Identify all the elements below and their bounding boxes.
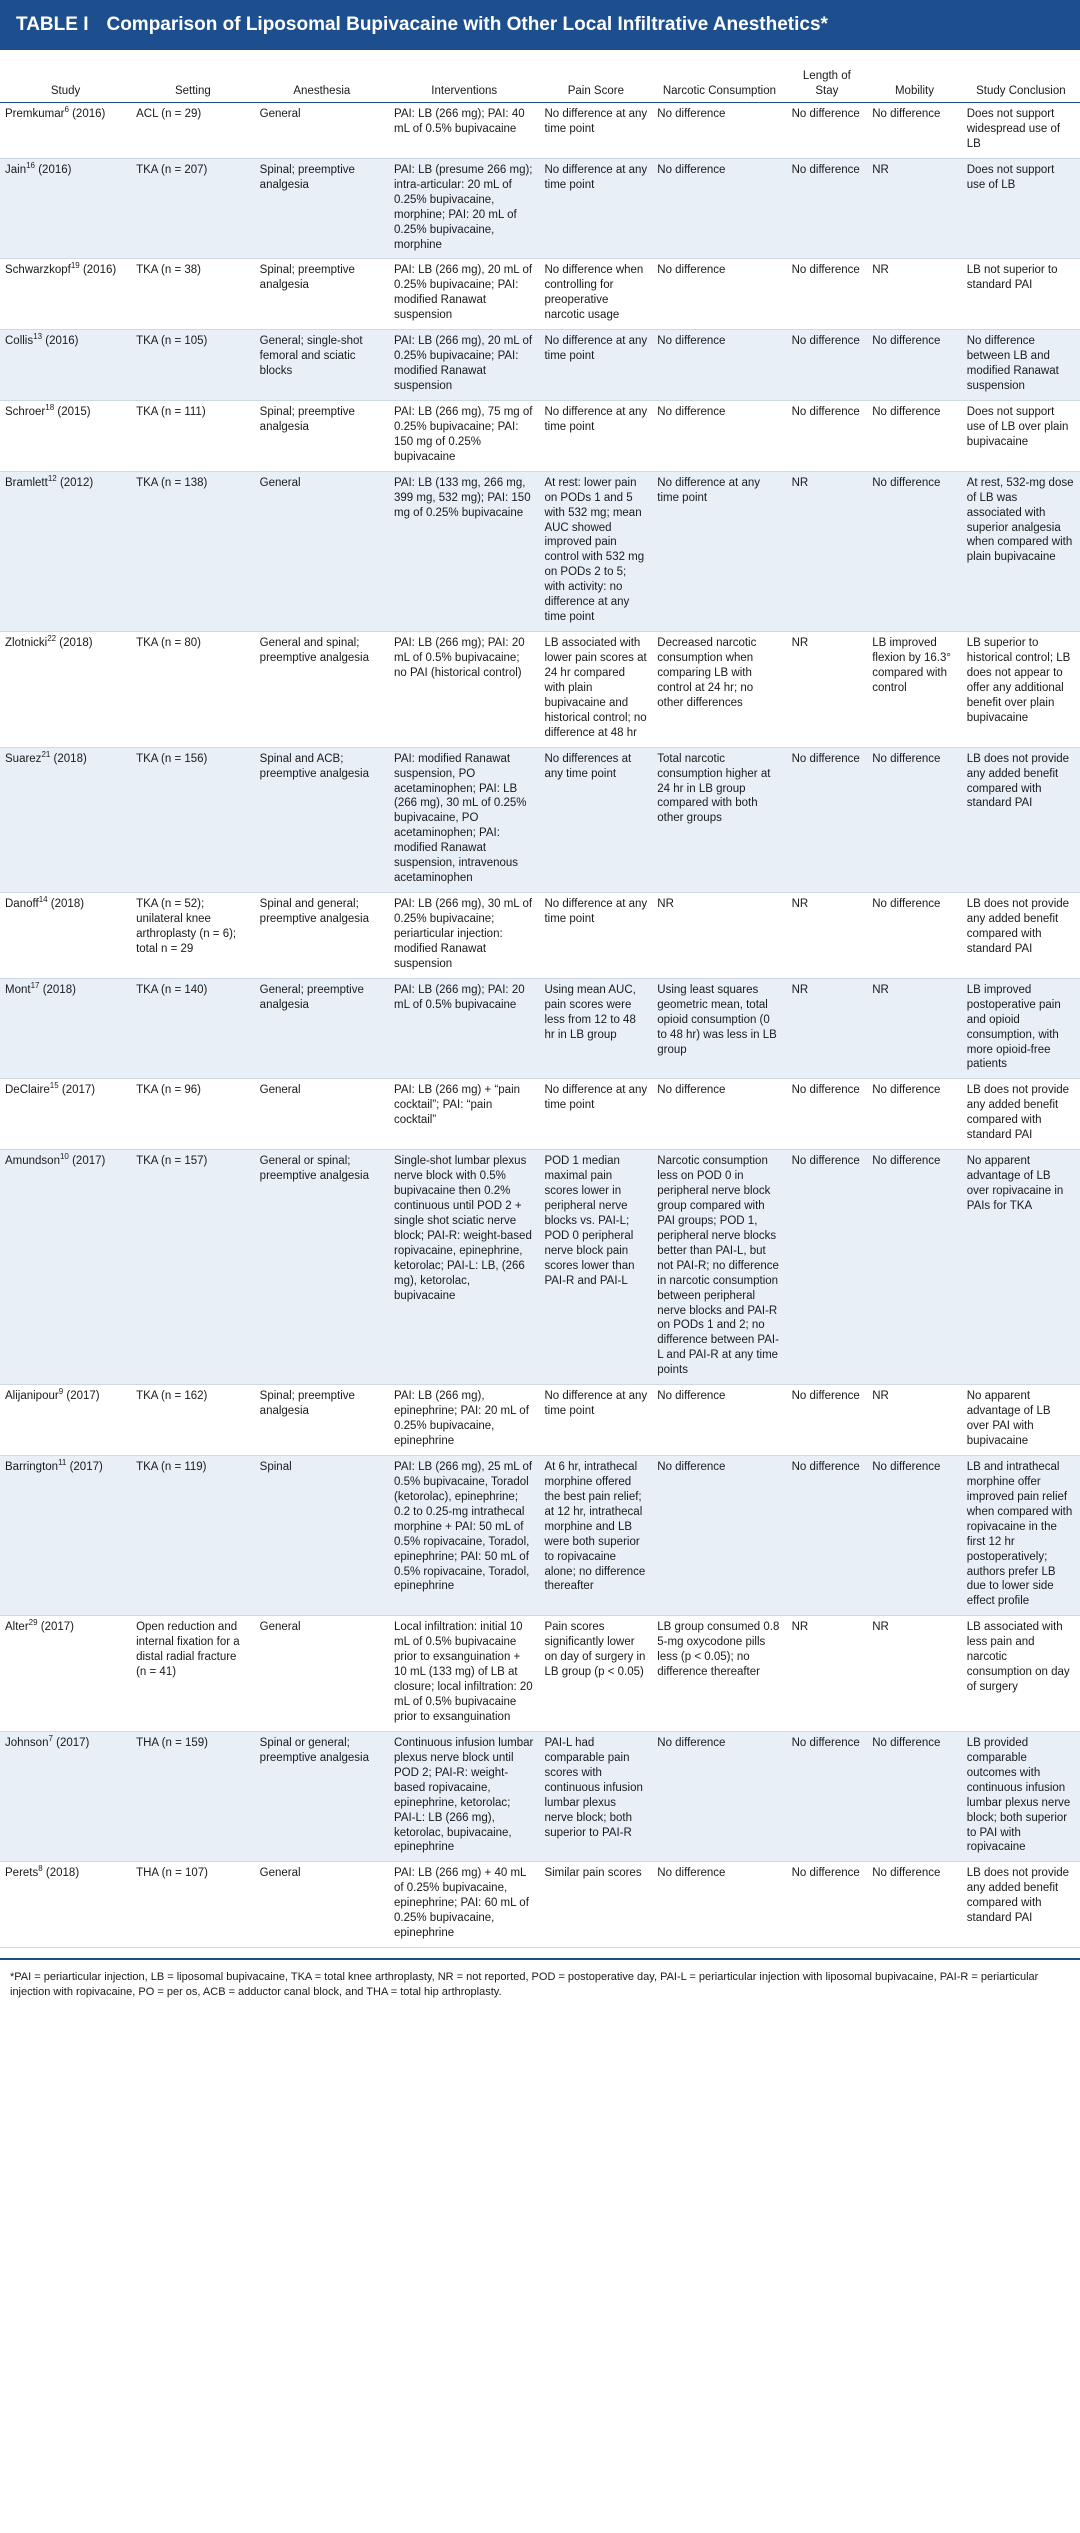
reference-number: 22 bbox=[47, 634, 57, 644]
pain-score-cell: No difference at any time point bbox=[539, 158, 652, 259]
table-row bbox=[0, 330, 1080, 401]
study-cell bbox=[0, 1455, 131, 1615]
narcotic-cell: Using least squares geometric mean, total opioid consumption (0 to 48 hr) was less in LB group bbox=[652, 978, 786, 1079]
interventions-cell: PAI: LB (266 mg); PAI: 20 mL of 0.5% bupivacaine; no PAI (historical control) bbox=[389, 632, 539, 748]
narcotic-cell: No difference bbox=[652, 1079, 786, 1150]
mobility-cell: No difference bbox=[867, 1731, 962, 1862]
reference-number: 7 bbox=[48, 1734, 53, 1744]
study-cell bbox=[0, 1150, 131, 1385]
study-year: (2017) bbox=[66, 1390, 100, 1403]
study-year: (2017) bbox=[69, 1460, 103, 1473]
column-header: Narcotic Consumption bbox=[652, 50, 786, 103]
study-cell bbox=[0, 471, 131, 631]
reference-number: 6 bbox=[64, 105, 69, 115]
anesthesia-cell: Spinal and ACB; preemptive analgesia bbox=[255, 747, 389, 892]
length-of-stay-cell: NR bbox=[787, 893, 868, 979]
table-row bbox=[0, 158, 1080, 259]
table-row bbox=[0, 1150, 1080, 1385]
interventions-cell: Single-shot lumbar plexus nerve block with 0.5% bupivacaine then 0.2% continuous until POD 2 + single shot sciatic nerve block; PAI-R: weight-based ropivacaine, epinephrine, ketorolac; PAI-L: LB, (266 mg), ketorolac, bupivacaine bbox=[389, 1150, 539, 1385]
study-author: Schwarzkopf bbox=[5, 264, 71, 277]
column-header: Anesthesia bbox=[255, 50, 389, 103]
anesthesia-cell: Spinal and general; preemptive analgesia bbox=[255, 893, 389, 979]
length-of-stay-cell: No difference bbox=[787, 1385, 868, 1456]
table-row bbox=[0, 1862, 1080, 1948]
setting-cell: TKA (n = 80) bbox=[131, 632, 255, 748]
comparison-table bbox=[0, 50, 1080, 1948]
conclusion-cell: Does not support use of LB bbox=[962, 158, 1080, 259]
reference-number: 9 bbox=[58, 1387, 64, 1397]
mobility-cell: No difference bbox=[867, 1079, 962, 1150]
table-row bbox=[0, 471, 1080, 631]
pain-score-cell: No difference at any time point bbox=[539, 400, 652, 471]
anesthesia-cell: General bbox=[255, 1079, 389, 1150]
reference-number: 10 bbox=[59, 1152, 69, 1162]
mobility-cell: No difference bbox=[867, 400, 962, 471]
narcotic-cell: No difference at any time point bbox=[652, 471, 786, 631]
table-title: Comparison of Liposomal Bupivacaine with Other Local Infiltrative Anesthetics* bbox=[106, 14, 828, 35]
study-author: Jain bbox=[5, 163, 27, 176]
mobility-cell: NR bbox=[867, 978, 962, 1079]
pain-score-cell: At 6 hr, intrathecal morphine offered the best pain relief; at 12 hr, intrathecal morphine and LB were both superior to ropivacaine alone; no difference thereafter bbox=[539, 1455, 652, 1615]
length-of-stay-cell: No difference bbox=[787, 1150, 868, 1385]
column-header: Mobility bbox=[867, 50, 962, 103]
reference-number: 11 bbox=[58, 1458, 67, 1468]
column-header: Pain Score bbox=[539, 50, 652, 103]
interventions-cell: Local infiltration: initial 10 mL of 0.5% bupivacaine prior to exsanguination + 10 mL (133 mg) of LB at closure; local infiltration: 20 mL of 0.5% bupivacaine prior to exsanguination bbox=[389, 1616, 539, 1732]
conclusion-cell: LB superior to historical control; LB does not appear to offer any additional benefit over plain bupivacaine bbox=[962, 632, 1080, 748]
study-cell bbox=[0, 330, 131, 401]
study-author: Johnson bbox=[5, 1736, 49, 1749]
length-of-stay-cell: No difference bbox=[787, 1731, 868, 1862]
study-cell bbox=[0, 1731, 131, 1862]
study-author: Perets bbox=[5, 1867, 39, 1880]
mobility-cell: No difference bbox=[867, 1455, 962, 1615]
reference-number: 18 bbox=[45, 403, 55, 413]
table-row bbox=[0, 1731, 1080, 1862]
length-of-stay-cell: NR bbox=[787, 471, 868, 631]
anesthesia-cell: General; preemptive analgesia bbox=[255, 978, 389, 1079]
setting-cell: THA (n = 159) bbox=[131, 1731, 255, 1862]
interventions-cell: PAI: LB (133 mg, 266 mg, 399 mg, 532 mg); PAI: 150 mg of 0.25% bupivacaine bbox=[389, 471, 539, 631]
study-author: Barrington bbox=[5, 1460, 59, 1473]
conclusion-cell: No apparent advantage of LB over ropivacaine in PAIs for TKA bbox=[962, 1150, 1080, 1385]
anesthesia-cell: General bbox=[255, 1862, 389, 1948]
length-of-stay-cell: No difference bbox=[787, 330, 868, 401]
setting-cell: TKA (n = 162) bbox=[131, 1385, 255, 1456]
conclusion-cell: At rest, 532-mg dose of LB was associated with superior analgesia when compared with plain bupivacaine bbox=[962, 471, 1080, 631]
setting-cell: TKA (n = 140) bbox=[131, 978, 255, 1079]
anesthesia-cell: Spinal bbox=[255, 1455, 389, 1615]
table-row bbox=[0, 893, 1080, 979]
study-cell bbox=[0, 400, 131, 471]
conclusion-cell: No difference between LB and modified Ranawat suspension bbox=[962, 330, 1080, 401]
reference-number: 8 bbox=[38, 1864, 43, 1874]
interventions-cell: PAI: LB (266 mg), 20 mL of 0.25% bupivacaine; PAI: modified Ranawat suspension bbox=[389, 259, 539, 330]
interventions-cell: Continuous infusion lumbar plexus nerve block until POD 2; PAI-R: weight-based ropivacaine, epinephrine, ketorolac; PAI-L: LB (266 mg), ketorolac, bupivacaine, epinephrine bbox=[389, 1731, 539, 1862]
conclusion-cell: No apparent advantage of LB over PAI with bupivacaine bbox=[962, 1385, 1080, 1456]
mobility-cell: LB improved flexion by 16.3° compared with control bbox=[867, 632, 962, 748]
reference-number: 15 bbox=[49, 1081, 59, 1091]
conclusion-cell: LB provided comparable outcomes with continuous infusion lumbar plexus nerve block; both superior to PAI with ropivacaine bbox=[962, 1731, 1080, 1862]
anesthesia-cell: Spinal; preemptive analgesia bbox=[255, 1385, 389, 1456]
study-author: Schroer bbox=[5, 405, 46, 418]
length-of-stay-cell: No difference bbox=[787, 158, 868, 259]
setting-cell: TKA (n = 96) bbox=[131, 1079, 255, 1150]
study-author: Danoff bbox=[5, 898, 39, 911]
table-row bbox=[0, 259, 1080, 330]
study-year: (2017) bbox=[56, 1736, 90, 1749]
pain-score-cell: Similar pain scores bbox=[539, 1862, 652, 1948]
narcotic-cell: No difference bbox=[652, 158, 786, 259]
study-cell bbox=[0, 1862, 131, 1948]
length-of-stay-cell: No difference bbox=[787, 103, 868, 159]
reference-number: 14 bbox=[38, 895, 48, 905]
table-label: TABLE I bbox=[16, 14, 89, 35]
table-row bbox=[0, 1455, 1080, 1615]
pain-score-cell: No difference at any time point bbox=[539, 1385, 652, 1456]
length-of-stay-cell: No difference bbox=[787, 1455, 868, 1615]
length-of-stay-cell: No difference bbox=[787, 1079, 868, 1150]
narcotic-cell: No difference bbox=[652, 259, 786, 330]
setting-cell: TKA (n = 207) bbox=[131, 158, 255, 259]
conclusion-cell: LB improved postoperative pain and opioid consumption, with more opioid-free patients bbox=[962, 978, 1080, 1079]
study-cell bbox=[0, 1385, 131, 1456]
pain-score-cell: No difference at any time point bbox=[539, 1079, 652, 1150]
study-author: Premkumar bbox=[5, 108, 65, 120]
column-header: Interventions bbox=[389, 50, 539, 103]
narcotic-cell: NR bbox=[652, 893, 786, 979]
length-of-stay-cell: No difference bbox=[787, 1862, 868, 1948]
interventions-cell: PAI: LB (266 mg), 30 mL of 0.25% bupivacaine; periarticular injection: modified Ranawat suspension bbox=[389, 893, 539, 979]
pain-score-cell: Using mean AUC, pain scores were less from 12 to 48 hr in LB group bbox=[539, 978, 652, 1079]
interventions-cell: PAI: LB (presume 266 mg); intra-articular: 20 mL of 0.25% bupivacaine, morphine; PAI: 20 mL of 0.25% bupivacaine, morphine bbox=[389, 158, 539, 259]
pain-score-cell: PAI-L had comparable pain scores with continuous infusion lumbar plexus nerve block; both superior to PAI-R bbox=[539, 1731, 652, 1862]
reference-number: 29 bbox=[28, 1618, 38, 1628]
setting-cell: TKA (n = 38) bbox=[131, 259, 255, 330]
study-cell bbox=[0, 103, 131, 159]
narcotic-cell: No difference bbox=[652, 1455, 786, 1615]
study-cell bbox=[0, 632, 131, 748]
length-of-stay-cell: No difference bbox=[787, 400, 868, 471]
mobility-cell: NR bbox=[867, 1616, 962, 1732]
mobility-cell: NR bbox=[867, 259, 962, 330]
table-row bbox=[0, 747, 1080, 892]
pain-score-cell: No differences at any time point bbox=[539, 747, 652, 892]
study-cell bbox=[0, 893, 131, 979]
study-author: Collis bbox=[5, 335, 34, 348]
pain-score-cell: No difference at any time point bbox=[539, 103, 652, 159]
interventions-cell: PAI: LB (266 mg); PAI: 40 mL of 0.5% bupivacaine bbox=[389, 103, 539, 159]
anesthesia-cell: General and spinal; preemptive analgesia bbox=[255, 632, 389, 748]
setting-cell: ACL (n = 29) bbox=[131, 103, 255, 159]
pain-score-cell: No difference when controlling for preoperative narcotic usage bbox=[539, 259, 652, 330]
narcotic-cell: No difference bbox=[652, 1731, 786, 1862]
interventions-cell: PAI: LB (266 mg), 75 mg of 0.25% bupivacaine; PAI: 150 mg of 0.25% bupivacaine bbox=[389, 400, 539, 471]
reference-number: 16 bbox=[26, 160, 36, 170]
interventions-cell: PAI: LB (266 mg) + 40 mL of 0.25% bupivacaine, epinephrine; PAI: 60 mL of 0.25% bupivacaine, epinephrine bbox=[389, 1862, 539, 1948]
anesthesia-cell: Spinal; preemptive analgesia bbox=[255, 259, 389, 330]
narcotic-cell: No difference bbox=[652, 1862, 786, 1948]
study-year: (2017) bbox=[72, 1155, 106, 1168]
interventions-cell: PAI: LB (266 mg); PAI: 20 mL of 0.5% bupivacaine bbox=[389, 978, 539, 1079]
reference-number: 19 bbox=[70, 261, 80, 271]
study-author: Bramlett bbox=[5, 476, 48, 489]
study-cell bbox=[0, 747, 131, 892]
study-author: Mont bbox=[5, 983, 31, 996]
study-year: (2012) bbox=[59, 476, 94, 489]
reference-number: 21 bbox=[41, 749, 51, 759]
study-year: (2017) bbox=[61, 1084, 96, 1097]
anesthesia-cell: Spinal; preemptive analgesia bbox=[255, 400, 389, 471]
mobility-cell: No difference bbox=[867, 330, 962, 401]
study-year: (2016) bbox=[72, 108, 106, 120]
setting-cell: TKA (n = 156) bbox=[131, 747, 255, 892]
pain-score-cell: Pain scores significantly lower on day of surgery in LB group (p < 0.05) bbox=[539, 1616, 652, 1732]
pain-score-cell: No difference at any time point bbox=[539, 893, 652, 979]
mobility-cell: No difference bbox=[867, 893, 962, 979]
column-header: Length of Stay bbox=[787, 50, 868, 103]
anesthesia-cell: Spinal or general; preemptive analgesia bbox=[255, 1731, 389, 1862]
column-header: Study Conclusion bbox=[962, 50, 1080, 103]
setting-cell: TKA (n = 111) bbox=[131, 400, 255, 471]
study-year: (2016) bbox=[82, 264, 117, 277]
table-row bbox=[0, 632, 1080, 748]
setting-cell: TKA (n = 105) bbox=[131, 330, 255, 401]
setting-cell: TKA (n = 119) bbox=[131, 1455, 255, 1615]
table-row bbox=[0, 400, 1080, 471]
pain-score-cell: POD 1 median maximal pain scores lower in peripheral nerve blocks vs. PAI-L; POD 0 peripheral nerve block pain scores lower than PAI-R and PAI-L bbox=[539, 1150, 652, 1385]
anesthesia-cell: General or spinal; preemptive analgesia bbox=[255, 1150, 389, 1385]
conclusion-cell: Does not support use of LB over plain bupivacaine bbox=[962, 400, 1080, 471]
table-row bbox=[0, 1385, 1080, 1456]
interventions-cell: PAI: LB (266 mg), epinephrine; PAI: 20 mL of 0.25% bupivacaine, epinephrine bbox=[389, 1385, 539, 1456]
conclusion-cell: LB not superior to standard PAI bbox=[962, 259, 1080, 330]
pain-score-cell: LB associated with lower pain scores at 24 hr compared with plain bupivacaine and historical control; no difference at 48 hr bbox=[539, 632, 652, 748]
length-of-stay-cell: NR bbox=[787, 978, 868, 1079]
pain-score-cell: No difference at any time point bbox=[539, 330, 652, 401]
table-row bbox=[0, 1616, 1080, 1732]
narcotic-cell: No difference bbox=[652, 103, 786, 159]
anesthesia-cell: Spinal; preemptive analgesia bbox=[255, 158, 389, 259]
narcotic-cell: No difference bbox=[652, 330, 786, 401]
conclusion-cell: LB does not provide any added benefit compared with standard PAI bbox=[962, 747, 1080, 892]
study-author: Suarez bbox=[5, 752, 42, 765]
reference-number: 13 bbox=[33, 332, 43, 342]
conclusion-cell: LB does not provide any added benefit compared with standard PAI bbox=[962, 893, 1080, 979]
narcotic-cell: Narcotic consumption less on POD 0 in peripheral nerve block group compared with PAI groups; POD 1, peripheral nerve blocks better than PAI-L, but not PAI-R; no difference in narcotic consumption between peripheral nerve blocks and PAI-R on PODs 1 and 2; no difference between PAI-L and PAI-R at any time points bbox=[652, 1150, 786, 1385]
column-header: Study bbox=[0, 50, 131, 103]
length-of-stay-cell: No difference bbox=[787, 259, 868, 330]
study-year: (2018) bbox=[53, 752, 87, 765]
study-cell bbox=[0, 1079, 131, 1150]
study-year: (2016) bbox=[45, 335, 79, 348]
mobility-cell: NR bbox=[867, 1385, 962, 1456]
reference-number: 17 bbox=[30, 980, 40, 990]
study-year: (2018) bbox=[42, 983, 76, 996]
narcotic-cell: No difference bbox=[652, 400, 786, 471]
study-year: (2018) bbox=[45, 1867, 80, 1880]
table-title-bar bbox=[0, 0, 1080, 50]
study-year: (2017) bbox=[40, 1621, 75, 1634]
narcotic-cell: LB group consumed 0.8 5-mg oxycodone pills less (p < 0.05); no difference thereafter bbox=[652, 1616, 786, 1732]
conclusion-cell: LB and intrathecal morphine offer improved pain relief when compared with ropivacaine in the first 12 hr postoperatively; authors prefer LB due to lower side effect profile bbox=[962, 1455, 1080, 1615]
setting-cell: Open reduction and internal fixation for a distal radial fracture (n = 41) bbox=[131, 1616, 255, 1732]
setting-cell: TKA (n = 52); unilateral knee arthroplasty (n = 6); total n = 29 bbox=[131, 893, 255, 979]
study-author: Alijanipour bbox=[5, 1390, 59, 1403]
table-header-row bbox=[0, 50, 1080, 103]
study-year: (2018) bbox=[59, 637, 93, 650]
interventions-cell: PAI: LB (266 mg), 20 mL of 0.25% bupivacaine; PAI: modified Ranawat suspension bbox=[389, 330, 539, 401]
interventions-cell: PAI: modified Ranawat suspension, PO acetaminophen; PAI: LB (266 mg), 30 mL of 0.25% bupivacaine, PO acetaminophen; PAI: modified Ranawat suspension, intravenous acetaminophen bbox=[389, 747, 539, 892]
study-year: (2016) bbox=[38, 163, 72, 176]
study-author: Amundson bbox=[5, 1155, 60, 1168]
conclusion-cell: LB associated with less pain and narcotic consumption on day of surgery bbox=[962, 1616, 1080, 1732]
study-cell bbox=[0, 259, 131, 330]
narcotic-cell: Decreased narcotic consumption when comparing LB with control at 24 hr; no other differences bbox=[652, 632, 786, 748]
length-of-stay-cell: No difference bbox=[787, 747, 868, 892]
length-of-stay-cell: NR bbox=[787, 632, 868, 748]
column-header: Setting bbox=[131, 50, 255, 103]
mobility-cell: No difference bbox=[867, 1150, 962, 1385]
narcotic-cell: No difference bbox=[652, 1385, 786, 1456]
study-author: DeClaire bbox=[5, 1084, 50, 1097]
setting-cell: THA (n = 107) bbox=[131, 1862, 255, 1948]
anesthesia-cell: General bbox=[255, 1616, 389, 1732]
length-of-stay-cell: NR bbox=[787, 1616, 868, 1732]
anesthesia-cell: General bbox=[255, 471, 389, 631]
table-row bbox=[0, 978, 1080, 1079]
anesthesia-cell: General; single-shot femoral and sciatic blocks bbox=[255, 330, 389, 401]
mobility-cell: No difference bbox=[867, 103, 962, 159]
study-author: Zlotnicki bbox=[5, 637, 48, 650]
interventions-cell: PAI: LB (266 mg) + “pain cocktail”; PAI: “pain cocktail” bbox=[389, 1079, 539, 1150]
narcotic-cell: Total narcotic consumption higher at 24 hr in LB group compared with both other groups bbox=[652, 747, 786, 892]
mobility-cell: No difference bbox=[867, 471, 962, 631]
conclusion-cell: Does not support widespread use of LB bbox=[962, 103, 1080, 159]
study-cell bbox=[0, 158, 131, 259]
study-cell bbox=[0, 1616, 131, 1732]
mobility-cell: No difference bbox=[867, 1862, 962, 1948]
study-year: (2018) bbox=[50, 898, 85, 911]
reference-number: 12 bbox=[47, 473, 57, 483]
anesthesia-cell: General bbox=[255, 103, 389, 159]
table-footnote: *PAI = periarticular injection, LB = liposomal bupivacaine, TKA = total knee arthroplasty, NR = not reported, POD = postoperative day, PAI-L = periarticular injection with liposomal bupivacaine, PAI-R = periarticular injection with ropivacaine, PO = per os, ACB = adductor canal block, and THA = total hip arthroplasty. bbox=[0, 1958, 1080, 2001]
setting-cell: TKA (n = 138) bbox=[131, 471, 255, 631]
table-body bbox=[0, 103, 1080, 1948]
interventions-cell: PAI: LB (266 mg), 25 mL of 0.5% bupivacaine, Toradol (ketorolac), epinephrine; 0.2 to 0.25-mg intrathecal morphine + PAI: 50 mL of 0.5% ropivacaine, Toradol, epinephrine; PAI: 50 mL of 0.5% ropivacaine, Toradol, epinephrine bbox=[389, 1455, 539, 1615]
setting-cell: TKA (n = 157) bbox=[131, 1150, 255, 1385]
conclusion-cell: LB does not provide any added benefit compared with standard PAI bbox=[962, 1079, 1080, 1150]
conclusion-cell: LB does not provide any added benefit compared with standard PAI bbox=[962, 1862, 1080, 1948]
table-row bbox=[0, 103, 1080, 159]
study-author: Alter bbox=[5, 1621, 29, 1634]
mobility-cell: NR bbox=[867, 158, 962, 259]
study-year: (2015) bbox=[57, 405, 91, 418]
study-cell bbox=[0, 978, 131, 1079]
mobility-cell: No difference bbox=[867, 747, 962, 892]
pain-score-cell: At rest: lower pain on PODs 1 and 5 with 532 mg; mean AUC showed improved pain control with 532 mg on PODs 2 to 5; with activity: no difference at any time point bbox=[539, 471, 652, 631]
table-row bbox=[0, 1079, 1080, 1150]
